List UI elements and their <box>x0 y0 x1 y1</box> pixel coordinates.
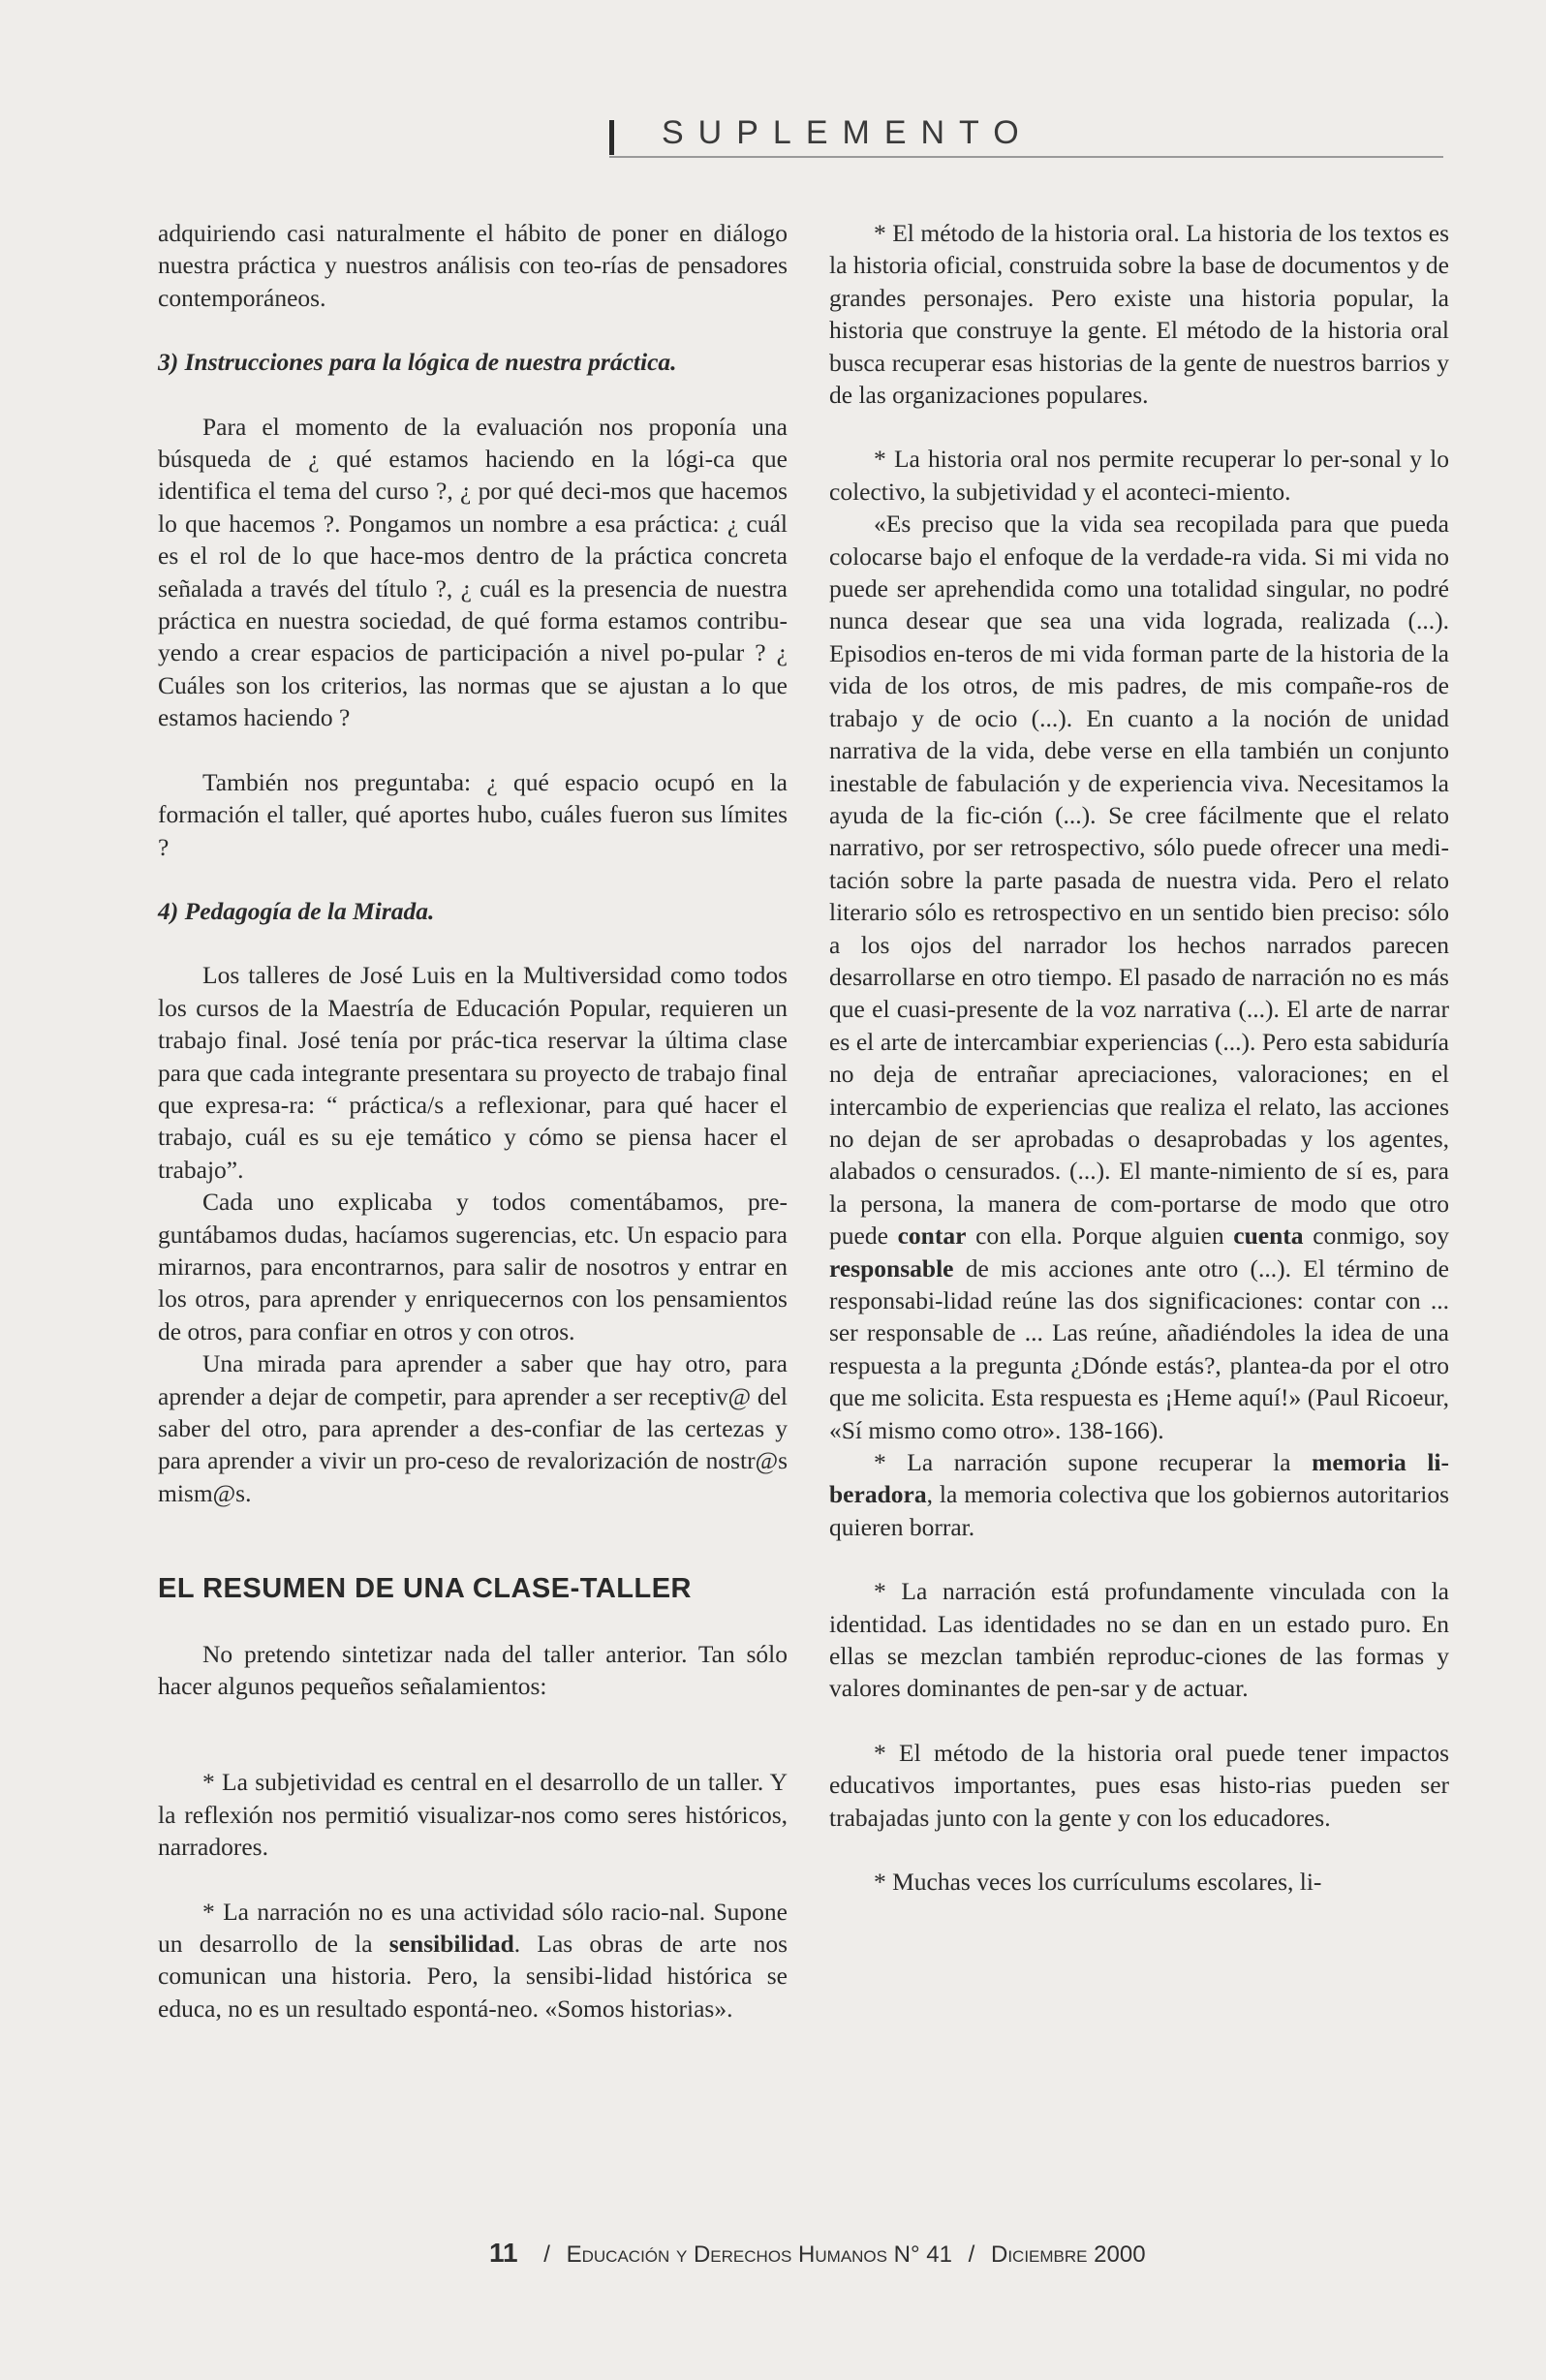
subheading-3: 3) Instrucciones para la lógica de nuestra práctica. <box>158 348 677 377</box>
text-segment: con ella. Porque alguien <box>966 1221 1234 1251</box>
text-segment: , la memoria colectiva que los gobiernos autoritarios quieren borrar. <box>829 1480 1449 1541</box>
bold-term: responsable <box>829 1253 954 1283</box>
footer-separator-2: / <box>968 2241 975 2268</box>
bullet-narracion <box>158 1896 788 2025</box>
section-title: EL RESUMEN DE UNA CLASE-TALLER <box>158 1573 692 1605</box>
header-title: SUPLEMENTO <box>662 114 1034 151</box>
page-number: 11 <box>489 2238 518 2268</box>
publication-name: Educación y Derechos Humanos <box>566 2241 887 2268</box>
bullet-curriculums: * Muchas veces los currículums escolares, li- <box>874 1868 1322 1897</box>
header-bar <box>609 120 614 155</box>
bold-term: cuenta <box>1233 1221 1304 1251</box>
issue-number: N° 41 <box>893 2241 952 2268</box>
text-segment: * La narración no es una actividad sólo racio-nal. Supone un desarrollo de la <box>158 1897 788 1959</box>
right-column <box>829 217 1449 1899</box>
header-rule <box>609 156 1443 158</box>
page-footer <box>489 2238 1146 2269</box>
bullet-impactos: * El método de la historia oral puede tener impactos educativos importantes, pues esas histo-rias pueden ser trabajadas junto con la gente y con los educadores. <box>829 1738 1449 1832</box>
text-segment: * La narración supone recuperar la <box>874 1448 1313 1477</box>
bullet-memoria <box>829 1446 1449 1543</box>
bullet-historia-oral: * El método de la historia oral. La historia de los textos es la historia oficial, construida sobre la base de documentos y de grandes personajes. Pero existe una historia popular, la historia que construye la gente. El método de la historia oral busca recuperar esas historias de la gente de nuestros barrios y de las organizaciones populares. <box>829 219 1449 410</box>
bold-term: memoria li-beradora <box>829 1448 1449 1509</box>
footer-separator: / <box>543 2241 550 2268</box>
text-segment: de mis acciones ante otro (...). El término de responsabi-lidad reúne las dos significaciones: contar con ... ser responsable de ... Las reúne, añadiéndoles la idea de una respuesta a la pregunta ¿Dónde estás?, plantea-da por el otro que me solicita. Esta respuesta es ¡Heme aquí!» (Paul Ricoeur, «Sí mismo como otro». 138-166). <box>829 1253 1449 1444</box>
bold-term: sensibilidad <box>388 1930 514 1959</box>
quote-ricoeur <box>829 508 1449 1446</box>
paragraph-mirada: Una mirada para aprender a saber que hay otro, para aprender a dejar de competir, para aprender a ser receptiv@ del saber del otro, para aprender a des-confiar de las certezas y para aprender a vivir un pro-ceso de revalorización de nostr@s mism@s. <box>158 1349 788 1507</box>
bullet-subjetividad: * La subjetividad es central en el desarrollo de un taller. Y la reflexión nos permitió visualizar-nos como seres históricos, narradores. <box>158 1768 788 1862</box>
text-segment: «Es preciso que la vida sea recopilada para que pueda colocarse bajo el enfoque de la verdade-ra vida. Si mi vida no puede ser aprehendida como una totalidad singular, no podré nunca desear que sea una vida lograda, realizada (...). Episodios en-teros de mi vida forman parte de la historia de la vida de los otros, de mis padres, de mis compañe-ros de trabajo y de ocio (...). En cuanto a la noción de unidad narrativa de la vida, debe verse en ella también un conjunto inestable de fabulación y de experiencia viva. Necesitamos la ayuda de la fic-ción (...). Se cree fácilmente que el relato narrativo, por ser retrospectivo, sólo puede ofrecer una medi-tación sobre la parte pasada de nuestra vida. Pero el relato literario sólo es retrospectivo en un sentido bien preciso: sólo a los ojos del narrador los hechos narrados parecen desarrollarse en otro tiempo. El pasado de narración no es más que el cuasi-presente de la voz narrativa (...). El arte de narrar es el arte de intercambiar experiencias (...). Pero esta sabiduría no deja de entrañar apreciaciones, valoraciones; en el intercambio de experiencias que realiza el relato, las acciones no dejan de ser aprobadas o desaprobadas y los agentes, alabados o censurados. (...). El mante-nimiento de sí es, para la persona, la manera de com-portarse de modo que otro puede <box>829 510 1449 1251</box>
bold-term: contar <box>897 1221 967 1251</box>
paragraph-questions: También nos preguntaba: ¿ qué espacio ocupó en la formación el taller, qué aportes hubo, cuáles fueron sus límites ? <box>158 767 788 861</box>
subheading-4: 4) Pedagogía de la Mirada. <box>158 896 435 925</box>
left-column <box>158 217 788 2025</box>
paragraph-cada-uno: Cada uno explicaba y todos comentábamos, pre-guntábamos dudas, hacíamos sugerencias, etc. Un espacio para mirarnos, para encontrarnos, para salir de nosotros y entrar en los otros, para aprender y enriquecernos con los pensamientos de otros, para confiar en otros y con otros. <box>158 1188 788 1345</box>
text-segment: . Las obras de arte nos comunican una historia. Pero, la sensibi-lidad histórica se educa, no es un resultado espontá-neo. «Somos historias». <box>158 1930 788 2023</box>
paragraph-talleres: Los talleres de José Luis en la Multiversidad como todos los cursos de la Maestría de Educación Popular, requieren un trabajo final. José tenía por prác-tica reservar la última clase para que cada integrante presentara su proyecto de trabajo final que expresa-ra: “ práctica/s a reflexionar, para qué hacer el trabajo, cuál es su eje temático y cómo se piensa hacer el trabajo”. <box>158 961 788 1184</box>
paragraph-intro: adquiriendo casi naturalmente el hábito de poner en diálogo nuestra práctica y nuestros análisis con teo-rías de pensadores contemporáneos. <box>158 219 788 312</box>
bullet-identidad: * La narración está profundamente vinculada con la identidad. Las identidades no se dan en un estado puro. En ellas se mezclan también reproduc-ciones de las formas y valores dominantes de pen-sar y de actuar. <box>829 1577 1449 1703</box>
section-header <box>603 114 1443 161</box>
paragraph-evaluation: Para el momento de la evaluación nos proponía una búsqueda de ¿ qué estamos haciendo en la lógi-ca que identifica el tema del curso ?, ¿ por qué deci-mos que hacemos lo que hacemos ?. Pongamos un nombre a esa práctica: ¿ cuál es el rol de lo que hace-mos dentro de la práctica concreta señalada a través del título ?, ¿ cuál es la presencia de nuestra práctica en nuestra sociedad, de qué forma estamos contribu-yendo a crear espacios de participación a nivel po-pular ? ¿ Cuáles son los criterios, las normas que se ajustan a lo que estamos haciendo ? <box>158 412 788 732</box>
issue-date: Diciembre 2000 <box>990 2241 1146 2268</box>
paragraph-no-pretendo: No pretendo sintetizar nada del taller anterior. Tan sólo hacer algunos pequeños señalamientos: <box>158 1639 788 1701</box>
bullet-personal-colectivo: * La historia oral nos permite recuperar lo per-sonal y lo colectivo, la subjetividad y el aconteci-miento. <box>829 445 1449 506</box>
text-segment: conmigo, soy <box>1303 1221 1450 1251</box>
